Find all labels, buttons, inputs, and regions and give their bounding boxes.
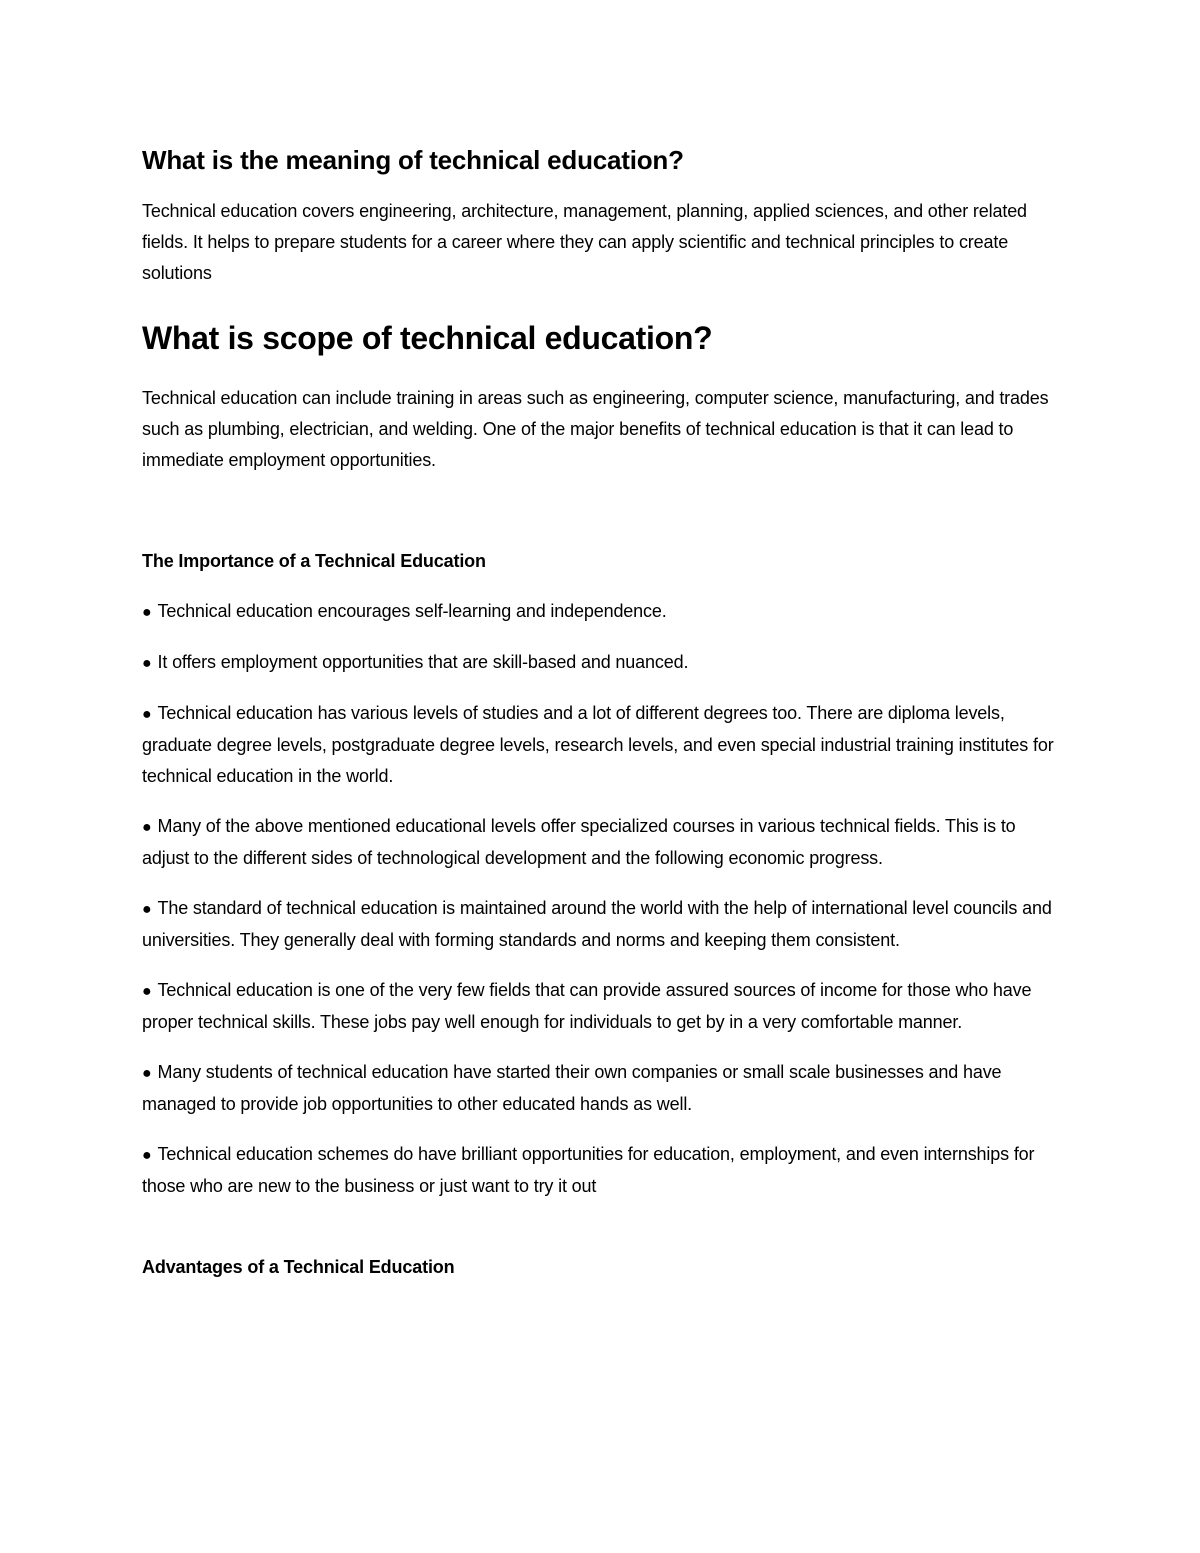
list-item-text: Technical education is one of the very few fields that can provide assured sources of income for those who have proper technical skills. These jobs pay well enough for individuals to get by in a very comfortable manner. (142, 980, 1032, 1032)
list-item (142, 1057, 1062, 1120)
bullet-icon: ● (142, 983, 152, 1000)
document-content (142, 140, 1062, 1283)
bullet-icon: ● (142, 706, 152, 723)
list-item-text: The standard of technical education is maintained around the world with the help of international level councils and universities. They generally deal with forming standards and norms and keeping them consistent. (142, 898, 1052, 950)
list-item (142, 698, 1062, 792)
list-item-text: It offers employment opportunities that are skill-based and nuanced. (157, 652, 689, 672)
heading-advantages: Advantages of a Technical Education (142, 1257, 455, 1277)
list-item-text: Technical education schemes do have brilliant opportunities for education, employment, and even internships for those who are new to the business or just want to try it out (142, 1144, 1035, 1196)
list-item (142, 596, 1062, 628)
bullet-icon: ● (142, 1147, 152, 1164)
list-item (142, 893, 1062, 956)
bullet-icon: ● (142, 604, 152, 621)
list-item-text: Technical education has various levels of studies and a lot of different degrees too. There are diploma levels, graduate degree levels, postgraduate degree levels, research levels, and even special industrial training institutes for technical education in the world. (142, 703, 1054, 786)
list-item (142, 811, 1062, 874)
heading-scope: What is scope of technical education? (142, 320, 713, 356)
bullet-icon: ● (142, 1065, 152, 1082)
heading-importance: The Importance of a Technical Education (142, 551, 486, 571)
bullet-icon: ● (142, 901, 152, 918)
heading-meaning: What is the meaning of technical education? (142, 145, 684, 175)
list-item-text: Many of the above mentioned educational levels offer specialized courses in various technical fields. This is to adjust to the different sides of technological development and the following economic progress. (142, 816, 1016, 868)
bullet-icon: ● (142, 819, 152, 836)
paragraph-meaning: Technical education covers engineering, architecture, management, planning, applied sciences, and other related fields. It helps to prepare students for a career where they can apply scientific and technical principles to create solutions (142, 201, 1027, 283)
list-item-text: Many students of technical education have started their own companies or small scale businesses and have managed to provide job opportunities to other educated hands as well. (142, 1062, 1002, 1114)
list-item (142, 1139, 1062, 1202)
importance-list (142, 596, 1062, 1202)
list-item-text: Technical education encourages self-learning and independence. (157, 601, 667, 621)
bullet-icon: ● (142, 655, 152, 672)
list-item (142, 975, 1062, 1038)
paragraph-scope: Technical education can include training in areas such as engineering, computer science, manufacturing, and trades such as plumbing, electrician, and welding. One of the major benefits of technical education is that it can lead to immediate employment opportunities. (142, 388, 1049, 470)
list-item (142, 647, 1062, 679)
